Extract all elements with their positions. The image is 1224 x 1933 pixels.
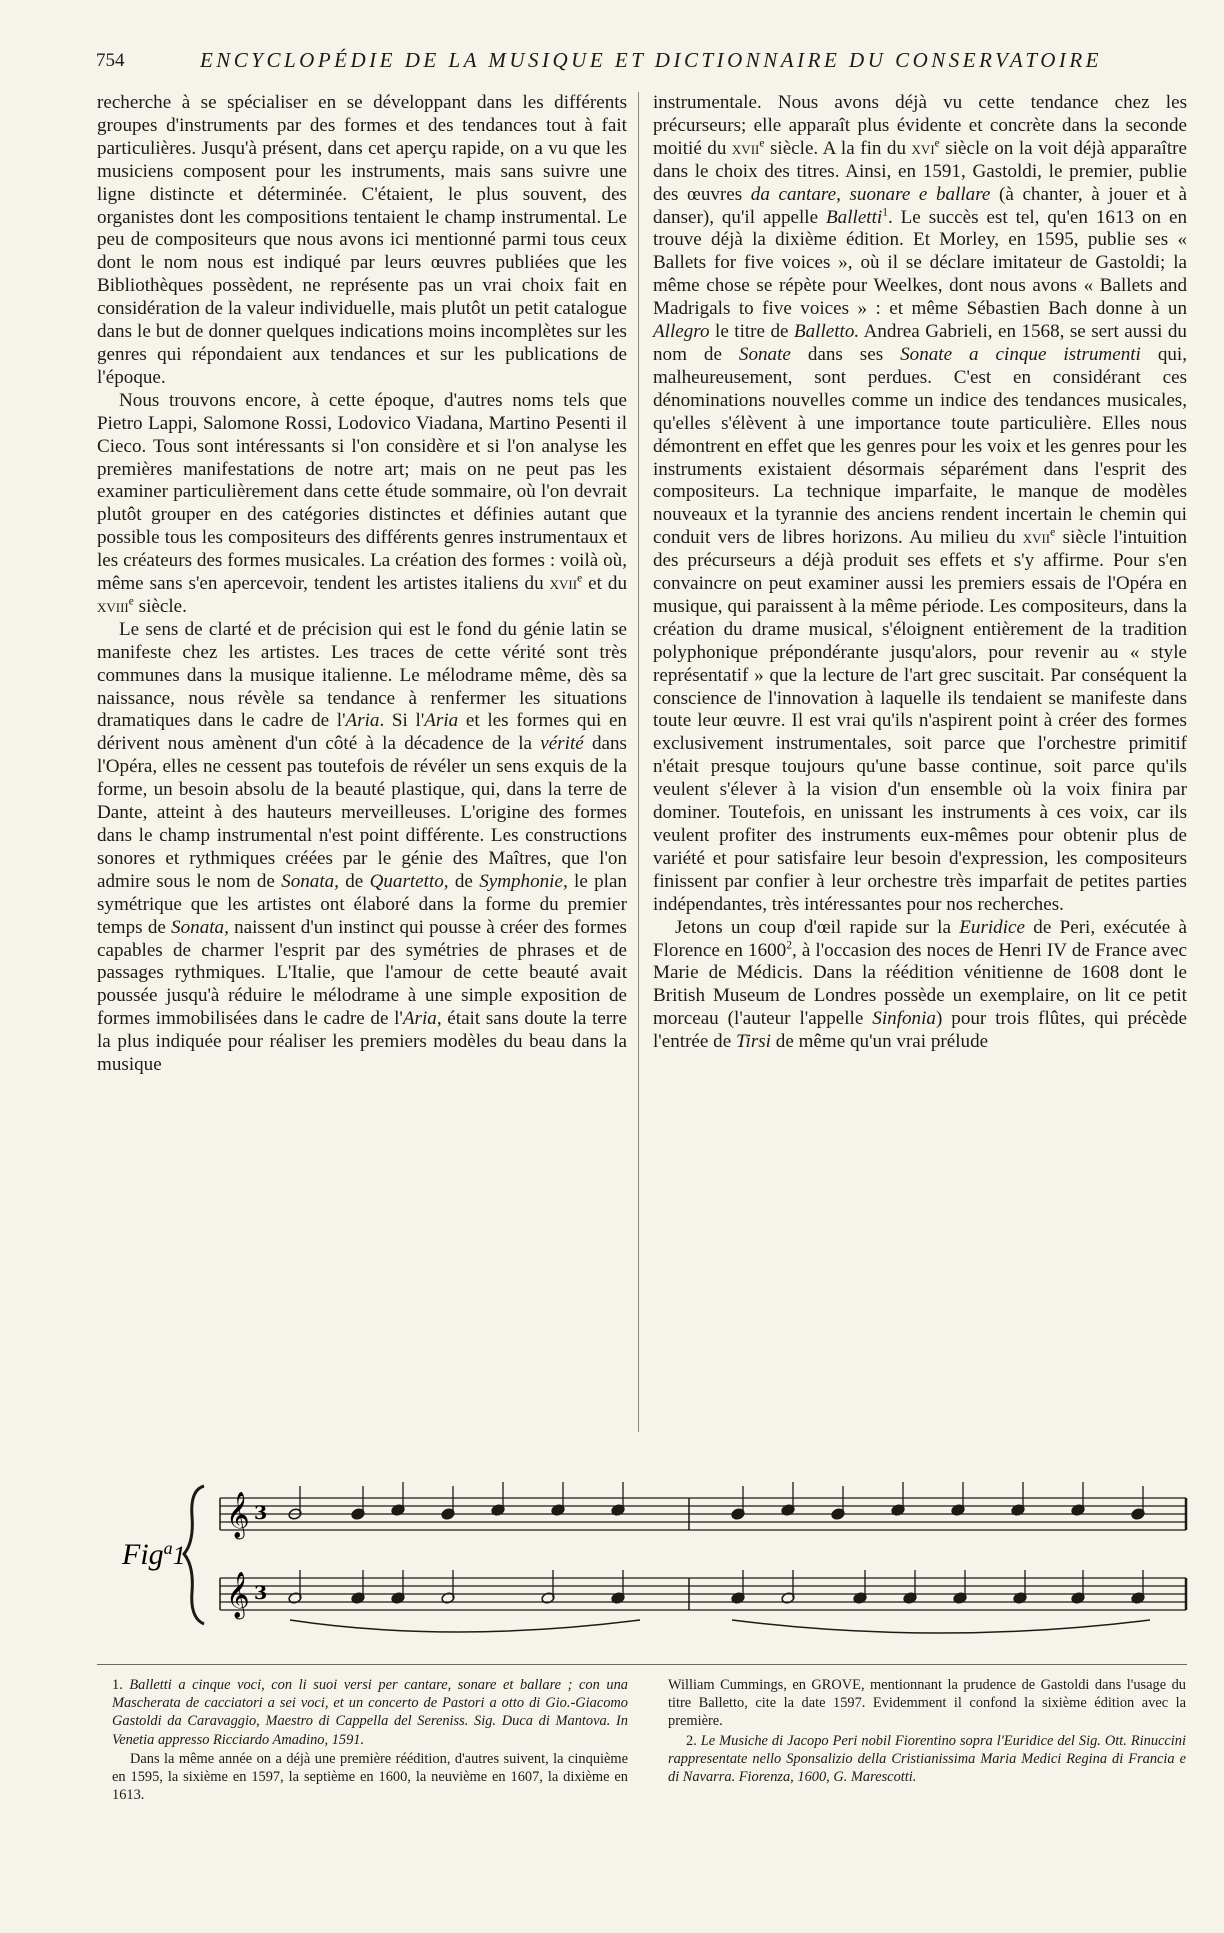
text-run: . Si l' bbox=[379, 710, 425, 732]
footnote-ref[interactable]: 1 bbox=[882, 206, 888, 219]
text-run: ) pour trois flûtes, qui précède l'entrée de bbox=[653, 1008, 1187, 1053]
century-numeral: xviii bbox=[97, 595, 129, 617]
text-run: Jetons un coup d'œil rapide sur la bbox=[675, 916, 960, 938]
italic-term: vérité bbox=[540, 733, 584, 755]
text-run: siècle. bbox=[133, 595, 187, 617]
text-run: et du bbox=[582, 573, 628, 595]
page-number: 754 bbox=[96, 50, 125, 71]
superscript: e bbox=[1050, 526, 1056, 539]
superscript: e bbox=[934, 137, 940, 150]
time-signature: 3 bbox=[254, 1582, 268, 1604]
left-column bbox=[97, 92, 627, 1077]
text-run: qui, malheureusement, sont perdues. C'est en considérant ces dénominations nouvelles comme un indice des tendances musicales, qu'elles s'élèvent à une importance toute particulière. Elles nous démontrent en effet que les genres pour les voix et les genres pour les instruments existaient désormais séparément dans l'esprit des compositeurs. La technique imparfaite, le manque de modèles nouveaux et la tyrannie des anciens rendent incertain le chemin qui conduit vers de libres horizons. Au milieu du bbox=[653, 343, 1187, 549]
treble-clef: 𝄞 bbox=[226, 1492, 250, 1538]
footnote-continuation bbox=[112, 1750, 628, 1805]
footnote-continuation bbox=[668, 1676, 1186, 1731]
footnote-1 bbox=[112, 1676, 628, 1749]
system-brace bbox=[184, 1486, 204, 1624]
italic-term: Balletto. bbox=[793, 321, 860, 343]
text-run: (à chanter, à jouer et à danser), qu'il appelle bbox=[653, 183, 1187, 228]
italic-term: Tirsi bbox=[735, 1031, 771, 1053]
text-run: de même qu'un vrai prélude bbox=[771, 1031, 989, 1053]
text-run: , à l'occasion des noces de Henri IV de France avec Marie de Médicis. Dans la réédition vénitienne de 1608 dont le British Museum de Londres possède un exemplaire, on lit ce petit morceau (l'auteur l'appelle bbox=[653, 939, 1187, 1030]
text-run: Andrea Gabrieli, en 1568, se sert aussi du nom de bbox=[653, 321, 1187, 365]
text-run: recherche à se spécialiser en se développant dans les différents groupes d'instruments par des formes et des tendances tout à fait particulières. Jusqu'à présent, dans cet aperçu rapide, on a vu que les musiciens composent pour les instruments, mais sans suivre une ligne distincte et déterminée. C'étaient, le plus souvent, des organistes dont les compositions tentaient le champ instrumental. Le peu de compositeurs que nous avons ici mentionné parmi tous ceux dont le nom nous est indiqué par leurs œuvres publiées que les Bibliothèques possèdent, ne représente pas un vrai choix fait en considération de la valeur individuelle, mais plutôt un petit catalogue dans le but de donner quelques indications moins incomplètes sur les genres qui répondaient aux tendances et sur les publications de l'époque. bbox=[97, 92, 627, 388]
italic-term: Aria, bbox=[402, 1008, 442, 1030]
footnote-text: Le Musiche di Jacopo Peri nobil Fiorentino sopra l'Euridice del Sig. Ott. Rinuccini rappresentate nello Sponsalizio della Cristianissima Maria Medici Regina di Francia e di Navarra. Fiorenza, 1600, G. Marescotti. bbox=[668, 1732, 1186, 1786]
italic-term: Aria bbox=[424, 710, 459, 732]
text-run: de bbox=[448, 870, 480, 892]
paragraph bbox=[653, 917, 1187, 1054]
time-signature: 3 bbox=[254, 1502, 268, 1524]
italic-term: Aria bbox=[345, 710, 380, 732]
italic-term: Balletti bbox=[826, 206, 883, 228]
footnote-number: 2. bbox=[686, 1732, 701, 1749]
text-run: . Le succès est tel, qu'en 1613 on en trouve déjà la dixième édition. Et Morley, en 1595, publie ses « Ballets for five voices », où il se déclare imitateur de Gastoldi; la même chose se répète pour Weelkes, dont nous avons « Ballets and Madrigals to five voices » : et même Sébastien Bach donne à un bbox=[653, 206, 1187, 320]
footnotes-left bbox=[112, 1676, 628, 1805]
text-run: était sans doute la terre la plus indiquée pour réaliser les premiers modèles du beau dans la musique bbox=[97, 1008, 627, 1076]
text-run: siècle. A la fin du bbox=[764, 137, 912, 159]
italic-term: Sonata, bbox=[171, 916, 229, 938]
paragraph bbox=[97, 619, 627, 1077]
footnote-2 bbox=[668, 1732, 1186, 1787]
text-run: siècle l'intuition des précurseurs a déjà produit ses effets et s'y affirme. Pour s'en convaincre on peut examiner aussi les premiers essais de l'Opéra en musique, qui paraissent à la même période. Les compositeurs, dans la création du drame musical, s'éloignent entièrement de la tradition polyphonique prépondérante jusqu'alors, pour revenir au « style représentatif » que la lecture de l'art grec suscitait. Par conséquent la conscience de l'innovation à laquelle ils tendaient se manifeste dans toute leur œuvre. Il est vrai qu'ils n'aspirent point à créer des formes exclusivement instrumentales, soit parce que l'orchestre primitif n'était presque toujours qu'une basse continue, soit parce qu'ils veulent s'élever à la vision d'un ensemble où la voix finira par dominer. Toutefois, en unissant les instruments à ces voix, car ils veulent profiter des instruments eux-mêmes pour obtenir plus de variété et pour satisfaire leur besoin d'expression, les compositeurs finissent par confier à leur orchestre très imparfait de petites parties indépendantes, très intéressantes pour nos recherches. bbox=[653, 527, 1188, 915]
treble-clef: 𝄞 bbox=[226, 1572, 250, 1618]
century-numeral: xvii bbox=[1022, 527, 1051, 549]
text-run: instrumentale. Nous avons déjà vu cette tendance chez les précurseurs; elle apparaît plus évidente et concrète dans la seconde moitié du bbox=[653, 92, 1187, 159]
text-run: dans l'Opéra, elles ne cessent pas toutefois de révéler un sens exquis de la forme, un besoin absolu de la beauté plastique, qui, dans la terre de Dante, atteint à des hauteurs merveilleuses. L'origine des formes dans le champ instrumental n'est point différente. Les constructions sonores et rythmiques créées par le génie des Maîtres, que l'on admire sous le nom de bbox=[97, 733, 627, 892]
italic-term: Sonate bbox=[738, 343, 791, 365]
text-run: de Peri, exécutée à Florence en 1600 bbox=[653, 916, 1187, 961]
italic-term: Symphonie, bbox=[479, 870, 568, 892]
page-header bbox=[96, 48, 1158, 82]
footnote-text: Balletti a cinque voci, con li suoi versi per cantare, sonare et ballare ; con una Mascherata de cacciatori a sei voci, et un concerto de Pastori a otto di Gio.-Giacomo Gastoldi da Caravaggio, Maestro di Cappella del Sereniss. Sig. Duca di Mantova. In Venetia appresso Ricciardo Amadino, 1591. bbox=[112, 1677, 628, 1748]
italic-term: da cantare, suonare e ballare bbox=[750, 183, 991, 205]
superscript: e bbox=[759, 137, 765, 150]
footnote-separator bbox=[97, 1664, 1187, 1665]
footnote-ref[interactable]: 2 bbox=[786, 939, 792, 952]
footnote-number: 1. bbox=[112, 1677, 130, 1693]
slur bbox=[732, 1620, 1150, 1633]
italic-term: Euridice bbox=[959, 916, 1025, 938]
staff-lower bbox=[220, 1572, 1186, 1620]
footnote-text: William Cummings, en GROVE, mentionnant la prudence de Gastoldi dans l'usage du titre Balletto, cite la date 1597. Evidemment il confond la sixième édition avec la première. bbox=[668, 1677, 1186, 1730]
figure-label: Fig$^a$1 bbox=[122, 1538, 186, 1571]
footnotes-right bbox=[668, 1676, 1186, 1787]
text-run: naissent d'un instinct qui pousse à créer des formes capables de charmer l'esprit par des symétries de phrases et de passages rythmiques. L'Italie, que l'amour de cette beauté avait poussée jusqu'à réduire le mélodrame à une simple exposition de formes immobilisées dans le cadre de l' bbox=[97, 916, 627, 1030]
text-run: et les formes qui en dérivent nous amènent d'un côté à la décadence de la bbox=[97, 710, 627, 755]
italic-term: Quartetto, bbox=[369, 870, 449, 892]
text-run: le titre de bbox=[709, 321, 794, 343]
column-divider bbox=[638, 92, 639, 1432]
century-numeral: xvii bbox=[549, 573, 578, 595]
text-run: le plan symétrique que les artistes ont élaboré dans la forme du premier temps de bbox=[97, 870, 627, 938]
century-numeral: xvii bbox=[731, 137, 760, 159]
text-run: dans ses bbox=[790, 343, 901, 365]
superscript: e bbox=[128, 595, 134, 608]
superscript: e bbox=[577, 572, 583, 585]
text-run: Le sens de clarté et de précision qui est le fond du génie latin se manifeste chez les artistes. Les traces de cette vérité sont très communes dans la musique italienne. Le mélodrame même, dès sa naissance, nous révèle sa tendance à renfermer les situations dramatiques dans le cadre de l' bbox=[97, 618, 627, 732]
right-column bbox=[653, 92, 1187, 1054]
italic-term: Sonata, bbox=[281, 870, 339, 892]
music-score-figure bbox=[120, 1468, 1190, 1648]
paragraph bbox=[97, 92, 627, 390]
text-run: Nous trouvons encore, à cette époque, d'autres noms tels que Pietro Lappi, Salomone Rossi, Lodovico Viadana, Martino Pesenti il Cieco. Tous sont intéressants si l'on considère et si l'on analyse les premières manifestations de notre art; mais on ne peut pas les examiner particulièrement dans cette étude sommaire, où l'on devrait plutôt grouper en des catégories distinctes et définies autant que possible tous les compositeurs des différents genres instrumentaux et les créateurs des formes musicales. La création des formes : voilà où, même sans s'en apercevoir, tendent les artistes italiens du bbox=[97, 389, 627, 595]
running-title: ENCYCLOPÉDIE DE LA MUSIQUE ET DICTIONNAIRE DU CONSERVATOIRE bbox=[199, 48, 1103, 72]
century-numeral: xvi bbox=[911, 137, 935, 159]
paragraph bbox=[653, 92, 1187, 917]
italic-term: Sinfonia bbox=[872, 1008, 936, 1030]
paragraph bbox=[97, 390, 627, 619]
footnote-text: Dans la même année on a déjà une première réédition, d'autres suivent, la cinquième en 1595, la sixième en 1597, la septième en 1600, la neuvième en 1607, la dixième en 1613. bbox=[112, 1750, 628, 1804]
italic-term: Allegro bbox=[653, 321, 710, 343]
staff-upper bbox=[220, 1492, 1186, 1540]
slur bbox=[290, 1620, 640, 1632]
text-run: de bbox=[338, 870, 370, 892]
text-run: siècle on la voit déjà apparaître dans le choix des titres. Ainsi, en 1591, Gastoldi, le premier, publie des œuvres bbox=[653, 137, 1187, 205]
italic-term: Sonate a cinque istrumenti bbox=[900, 343, 1141, 365]
